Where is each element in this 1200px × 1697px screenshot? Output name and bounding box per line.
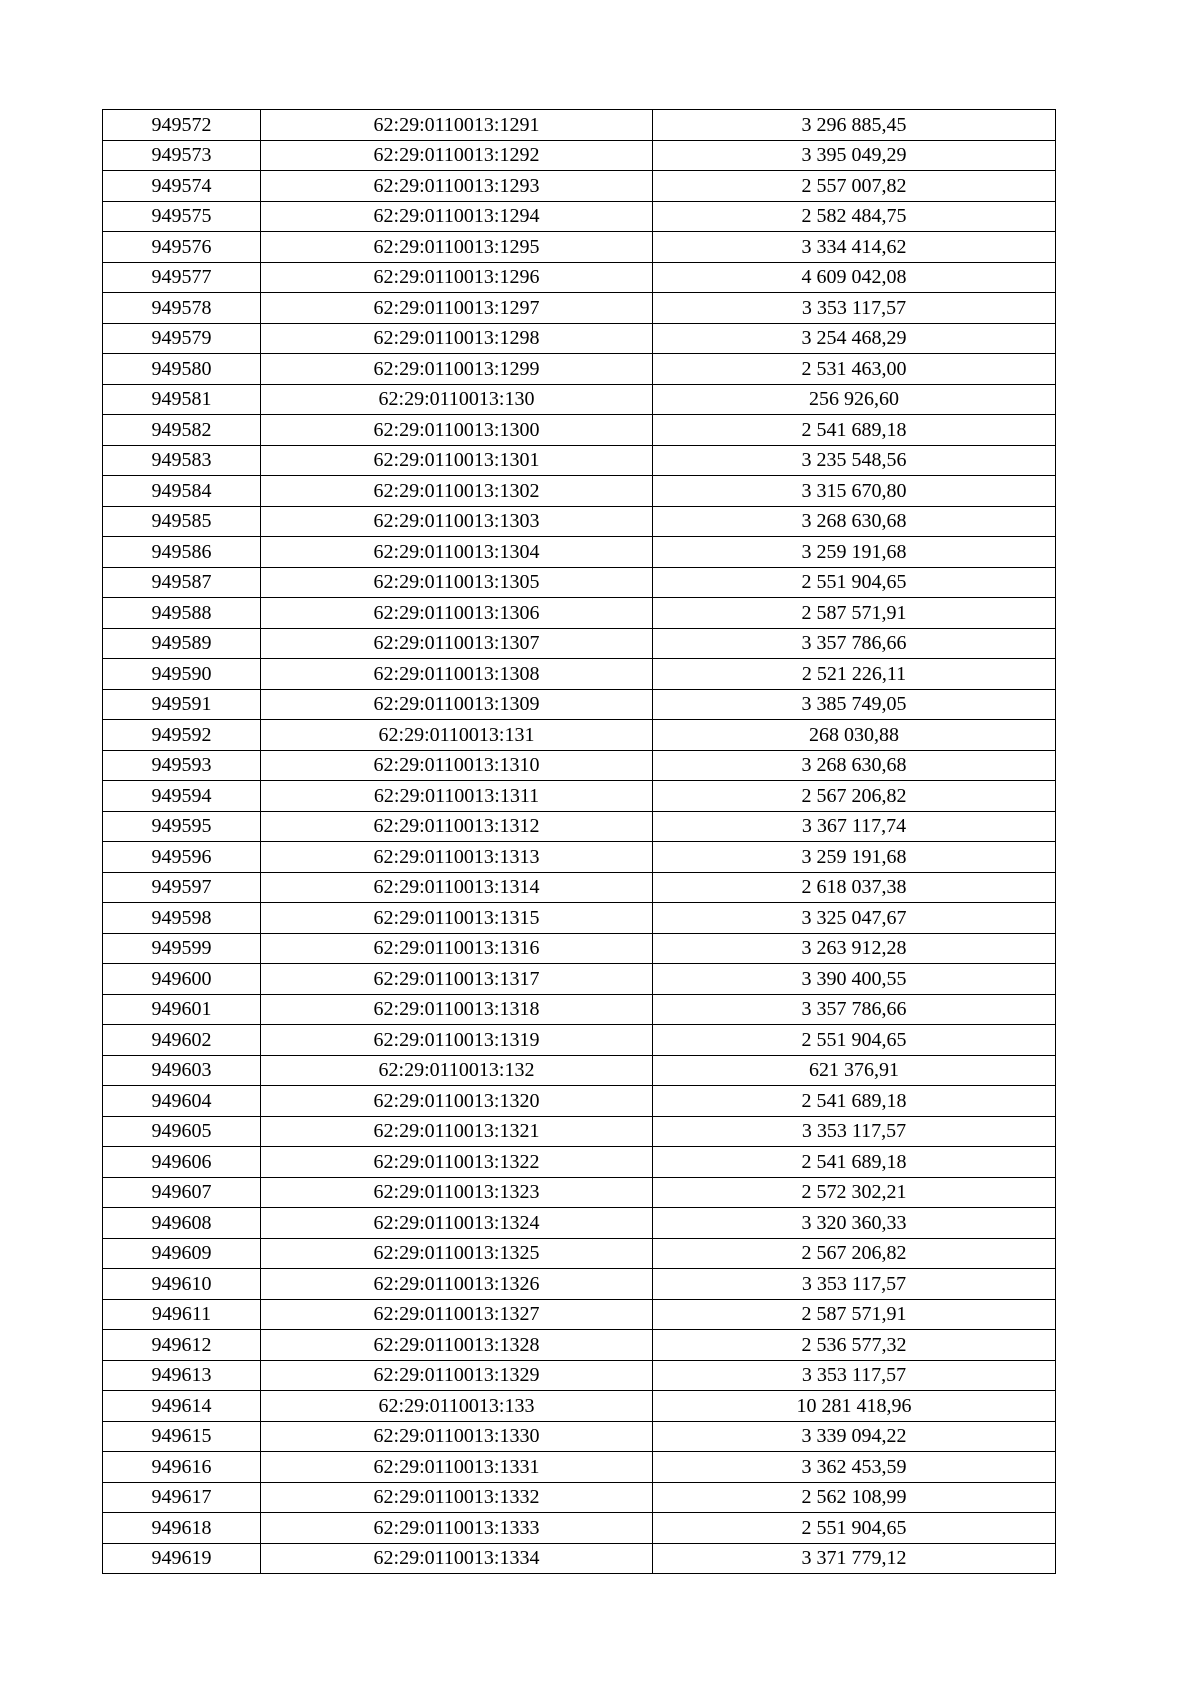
cadastral-number-cell: 62:29:0110013:1294 [261, 201, 653, 232]
cadastral-value-cell: 3 268 630,68 [653, 750, 1056, 781]
row-number-cell: 949582 [103, 415, 261, 446]
cadastral-value-cell: 3 395 049,29 [653, 140, 1056, 171]
table-row [103, 506, 1056, 537]
row-number-cell: 949614 [103, 1391, 261, 1422]
row-number-cell: 949608 [103, 1208, 261, 1239]
cadastral-number-cell: 62:29:0110013:1314 [261, 872, 653, 903]
row-number-cell: 949587 [103, 567, 261, 598]
table-row [103, 110, 1056, 141]
cadastral-number-cell: 62:29:0110013:1303 [261, 506, 653, 537]
cadastral-value-cell: 3 235 548,56 [653, 445, 1056, 476]
table-row [103, 842, 1056, 873]
table-row [103, 1452, 1056, 1483]
cadastral-value-cell: 2 541 689,18 [653, 1086, 1056, 1117]
table-row [103, 445, 1056, 476]
cadastral-number-cell: 62:29:0110013:1321 [261, 1116, 653, 1147]
row-number-cell: 949583 [103, 445, 261, 476]
table-row [103, 811, 1056, 842]
cadastral-value-cell: 3 315 670,80 [653, 476, 1056, 507]
table-row [103, 598, 1056, 629]
cadastral-number-cell: 62:29:0110013:1326 [261, 1269, 653, 1300]
cadastral-number-cell: 62:29:0110013:1308 [261, 659, 653, 690]
cadastral-value-cell: 3 254 468,29 [653, 323, 1056, 354]
table-row [103, 140, 1056, 171]
table-row [103, 1238, 1056, 1269]
row-number-cell: 949585 [103, 506, 261, 537]
row-number-cell: 949574 [103, 171, 261, 202]
cadastral-number-cell: 62:29:0110013:1306 [261, 598, 653, 629]
cadastral-number-cell: 62:29:0110013:1301 [261, 445, 653, 476]
cadastral-number-cell: 62:29:0110013:130 [261, 384, 653, 415]
cadastral-value-cell: 10 281 418,96 [653, 1391, 1056, 1422]
row-number-cell: 949588 [103, 598, 261, 629]
cadastral-number-cell: 62:29:0110013:1291 [261, 110, 653, 141]
row-number-cell: 949600 [103, 964, 261, 995]
row-number-cell: 949615 [103, 1421, 261, 1452]
table-row [103, 872, 1056, 903]
cadastral-number-cell: 62:29:0110013:1325 [261, 1238, 653, 1269]
cadastral-number-cell: 62:29:0110013:1333 [261, 1513, 653, 1544]
cadastral-number-cell: 62:29:0110013:1323 [261, 1177, 653, 1208]
row-number-cell: 949607 [103, 1177, 261, 1208]
row-number-cell: 949612 [103, 1330, 261, 1361]
cadastral-value-cell: 3 259 191,68 [653, 842, 1056, 873]
table-row [103, 933, 1056, 964]
cadastral-value-cell: 3 296 885,45 [653, 110, 1056, 141]
cadastral-number-cell: 62:29:0110013:131 [261, 720, 653, 751]
cadastral-number-cell: 62:29:0110013:1305 [261, 567, 653, 598]
table-row [103, 1421, 1056, 1452]
cadastral-value-cell: 2 582 484,75 [653, 201, 1056, 232]
cadastral-value-cell: 2 536 577,32 [653, 1330, 1056, 1361]
cadastral-number-cell: 62:29:0110013:132 [261, 1055, 653, 1086]
row-number-cell: 949572 [103, 110, 261, 141]
cadastral-value-cell: 256 926,60 [653, 384, 1056, 415]
row-number-cell: 949594 [103, 781, 261, 812]
cadastral-value-cell: 2 587 571,91 [653, 1299, 1056, 1330]
table-row [103, 628, 1056, 659]
table-row [103, 1360, 1056, 1391]
row-number-cell: 949606 [103, 1147, 261, 1178]
row-number-cell: 949611 [103, 1299, 261, 1330]
cadastral-number-cell: 62:29:0110013:1293 [261, 171, 653, 202]
cadastral-number-cell: 62:29:0110013:1329 [261, 1360, 653, 1391]
table-row [103, 1055, 1056, 1086]
cadastral-number-cell: 62:29:0110013:133 [261, 1391, 653, 1422]
row-number-cell: 949603 [103, 1055, 261, 1086]
row-number-cell: 949616 [103, 1452, 261, 1483]
table-row [103, 1208, 1056, 1239]
cadastral-value-cell: 3 353 117,57 [653, 293, 1056, 324]
table-row [103, 567, 1056, 598]
cadastral-value-cell: 3 390 400,55 [653, 964, 1056, 995]
cadastral-value-cell: 3 362 453,59 [653, 1452, 1056, 1483]
row-number-cell: 949573 [103, 140, 261, 171]
cadastral-number-cell: 62:29:0110013:1320 [261, 1086, 653, 1117]
row-number-cell: 949575 [103, 201, 261, 232]
cadastral-value-cell: 2 618 037,38 [653, 872, 1056, 903]
cadastral-value-cell: 2 587 571,91 [653, 598, 1056, 629]
cadastral-value-cell: 3 325 047,67 [653, 903, 1056, 934]
table-row [103, 384, 1056, 415]
cadastral-value-cell: 3 263 912,28 [653, 933, 1056, 964]
cadastral-value-cell: 2 572 302,21 [653, 1177, 1056, 1208]
cadastral-number-cell: 62:29:0110013:1292 [261, 140, 653, 171]
cadastral-number-cell: 62:29:0110013:1311 [261, 781, 653, 812]
cadastral-number-cell: 62:29:0110013:1298 [261, 323, 653, 354]
cadastral-number-cell: 62:29:0110013:1300 [261, 415, 653, 446]
table-row [103, 1025, 1056, 1056]
table-row [103, 1147, 1056, 1178]
cadastral-value-cell: 2 567 206,82 [653, 1238, 1056, 1269]
table-row [103, 1299, 1056, 1330]
table-row [103, 201, 1056, 232]
cadastral-number-cell: 62:29:0110013:1313 [261, 842, 653, 873]
cadastral-number-cell: 62:29:0110013:1330 [261, 1421, 653, 1452]
row-number-cell: 949602 [103, 1025, 261, 1056]
row-number-cell: 949579 [103, 323, 261, 354]
cadastral-number-cell: 62:29:0110013:1296 [261, 262, 653, 293]
cadastral-number-cell: 62:29:0110013:1327 [261, 1299, 653, 1330]
cadastral-value-cell: 2 551 904,65 [653, 1513, 1056, 1544]
cadastral-value-cell: 3 334 414,62 [653, 232, 1056, 263]
row-number-cell: 949590 [103, 659, 261, 690]
table-row [103, 1330, 1056, 1361]
row-number-cell: 949578 [103, 293, 261, 324]
table-row [103, 354, 1056, 385]
row-number-cell: 949584 [103, 476, 261, 507]
row-number-cell: 949595 [103, 811, 261, 842]
table-row [103, 781, 1056, 812]
row-number-cell: 949599 [103, 933, 261, 964]
table-row [103, 476, 1056, 507]
cadastral-number-cell: 62:29:0110013:1318 [261, 994, 653, 1025]
cadastral-value-cell: 3 357 786,66 [653, 994, 1056, 1025]
cadastral-number-cell: 62:29:0110013:1332 [261, 1482, 653, 1513]
cadastral-number-cell: 62:29:0110013:1319 [261, 1025, 653, 1056]
table-row [103, 720, 1056, 751]
row-number-cell: 949596 [103, 842, 261, 873]
table-row [103, 1513, 1056, 1544]
table-body [103, 110, 1056, 1574]
table-row [103, 1086, 1056, 1117]
cadastral-value-cell: 3 357 786,66 [653, 628, 1056, 659]
row-number-cell: 949601 [103, 994, 261, 1025]
cadastral-number-cell: 62:29:0110013:1312 [261, 811, 653, 842]
row-number-cell: 949593 [103, 750, 261, 781]
row-number-cell: 949589 [103, 628, 261, 659]
cadastral-number-cell: 62:29:0110013:1297 [261, 293, 653, 324]
table-row [103, 659, 1056, 690]
table-row [103, 750, 1056, 781]
cadastral-number-cell: 62:29:0110013:1322 [261, 1147, 653, 1178]
row-number-cell: 949613 [103, 1360, 261, 1391]
table-row [103, 994, 1056, 1025]
cadastral-value-cell: 621 376,91 [653, 1055, 1056, 1086]
row-number-cell: 949586 [103, 537, 261, 568]
row-number-cell: 949581 [103, 384, 261, 415]
cadastral-value-cell: 4 609 042,08 [653, 262, 1056, 293]
row-number-cell: 949618 [103, 1513, 261, 1544]
cadastral-value-cell: 2 551 904,65 [653, 567, 1056, 598]
cadastral-number-cell: 62:29:0110013:1307 [261, 628, 653, 659]
table-row [103, 323, 1056, 354]
row-number-cell: 949610 [103, 1269, 261, 1300]
cadastral-value-table [102, 109, 1056, 1574]
row-number-cell: 949609 [103, 1238, 261, 1269]
cadastral-number-cell: 62:29:0110013:1315 [261, 903, 653, 934]
row-number-cell: 949597 [103, 872, 261, 903]
table-row [103, 232, 1056, 263]
table-row [103, 1391, 1056, 1422]
cadastral-value-cell: 3 353 117,57 [653, 1116, 1056, 1147]
cadastral-number-cell: 62:29:0110013:1317 [261, 964, 653, 995]
cadastral-value-cell: 2 541 689,18 [653, 415, 1056, 446]
cadastral-value-cell: 2 567 206,82 [653, 781, 1056, 812]
table-row [103, 293, 1056, 324]
table-row [103, 1543, 1056, 1574]
cadastral-value-cell: 3 371 779,12 [653, 1543, 1056, 1574]
cadastral-number-cell: 62:29:0110013:1295 [261, 232, 653, 263]
cadastral-number-cell: 62:29:0110013:1324 [261, 1208, 653, 1239]
cadastral-value-cell: 2 541 689,18 [653, 1147, 1056, 1178]
cadastral-number-cell: 62:29:0110013:1328 [261, 1330, 653, 1361]
cadastral-value-cell: 2 551 904,65 [653, 1025, 1056, 1056]
cadastral-number-cell: 62:29:0110013:1304 [261, 537, 653, 568]
cadastral-value-cell: 3 353 117,57 [653, 1269, 1056, 1300]
table-row [103, 964, 1056, 995]
cadastral-value-cell: 3 268 630,68 [653, 506, 1056, 537]
cadastral-value-cell: 2 562 108,99 [653, 1482, 1056, 1513]
row-number-cell: 949604 [103, 1086, 261, 1117]
row-number-cell: 949592 [103, 720, 261, 751]
cadastral-value-cell: 268 030,88 [653, 720, 1056, 751]
row-number-cell: 949605 [103, 1116, 261, 1147]
cadastral-value-cell: 3 339 094,22 [653, 1421, 1056, 1452]
row-number-cell: 949619 [103, 1543, 261, 1574]
row-number-cell: 949577 [103, 262, 261, 293]
cadastral-value-cell: 2 521 226,11 [653, 659, 1056, 690]
table-row [103, 1177, 1056, 1208]
cadastral-value-cell: 3 259 191,68 [653, 537, 1056, 568]
table-row [103, 262, 1056, 293]
cadastral-number-cell: 62:29:0110013:1334 [261, 1543, 653, 1574]
row-number-cell: 949576 [103, 232, 261, 263]
row-number-cell: 949617 [103, 1482, 261, 1513]
cadastral-value-cell: 3 385 749,05 [653, 689, 1056, 720]
cadastral-number-cell: 62:29:0110013:1302 [261, 476, 653, 507]
table-row [103, 171, 1056, 202]
cadastral-value-cell: 3 320 360,33 [653, 1208, 1056, 1239]
cadastral-value-cell: 2 557 007,82 [653, 171, 1056, 202]
table-row [103, 537, 1056, 568]
cadastral-value-cell: 3 353 117,57 [653, 1360, 1056, 1391]
cadastral-value-cell: 2 531 463,00 [653, 354, 1056, 385]
table-row [103, 1269, 1056, 1300]
table-row [103, 415, 1056, 446]
table-row [103, 689, 1056, 720]
cadastral-number-cell: 62:29:0110013:1299 [261, 354, 653, 385]
row-number-cell: 949580 [103, 354, 261, 385]
cadastral-number-cell: 62:29:0110013:1316 [261, 933, 653, 964]
table-row [103, 1482, 1056, 1513]
table-row [103, 1116, 1056, 1147]
cadastral-number-cell: 62:29:0110013:1309 [261, 689, 653, 720]
row-number-cell: 949591 [103, 689, 261, 720]
row-number-cell: 949598 [103, 903, 261, 934]
table-row [103, 903, 1056, 934]
cadastral-value-cell: 3 367 117,74 [653, 811, 1056, 842]
cadastral-number-cell: 62:29:0110013:1310 [261, 750, 653, 781]
cadastral-number-cell: 62:29:0110013:1331 [261, 1452, 653, 1483]
